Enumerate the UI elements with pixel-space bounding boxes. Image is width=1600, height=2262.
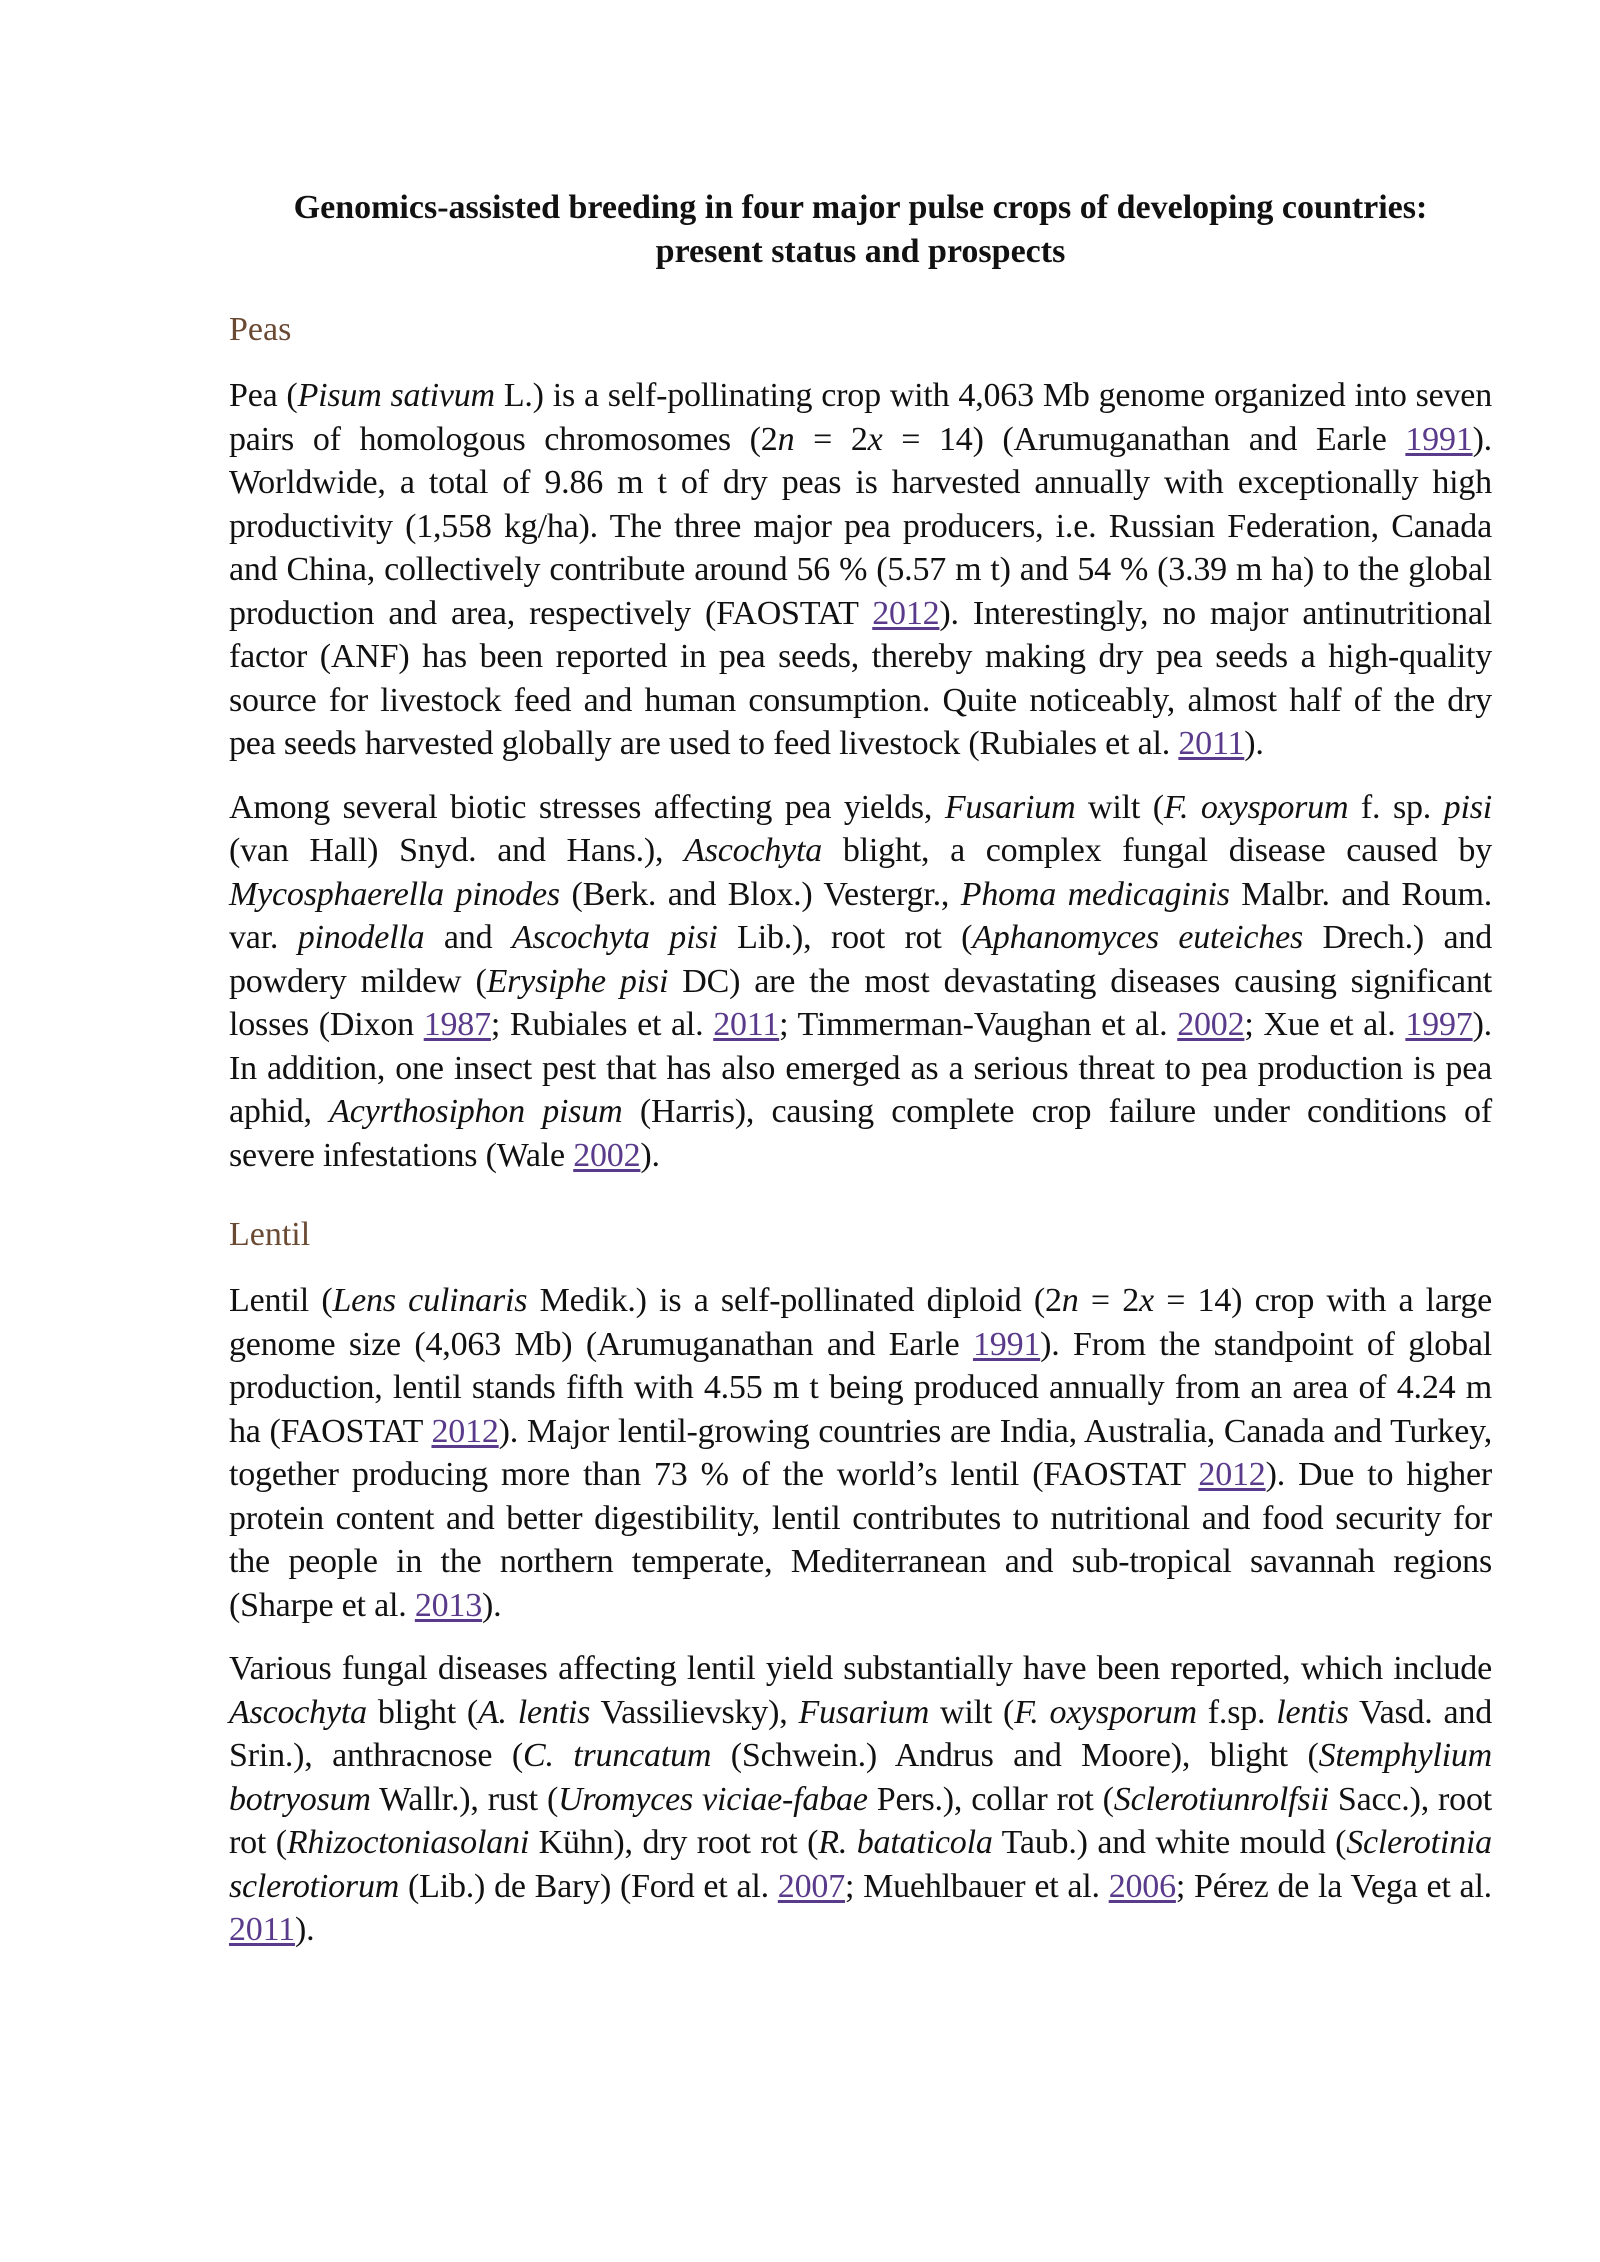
- text-run: ; Muehlbauer et al.: [845, 1867, 1109, 1905]
- italic-term: Aphanomyces euteiches: [972, 919, 1304, 956]
- italic-term: F. oxysporum: [1014, 1693, 1197, 1731]
- text-run: Taub.) and white mould (: [992, 1824, 1347, 1861]
- text-run: Lib.), root rot (: [717, 919, 973, 956]
- text-run: ). Worldwide, a total of 9.86 m t of dry peas is harvested annually with exceptionally high productivity (1,558 kg/ha). The three major pea producers, i.e. Russian Federation, Canada and China, collectively contribute around 56 % (5.57 m t) and 54 % (3.39 m ha) to the global production and area, respectively (FAOSTAT: [229, 420, 1492, 632]
- citation-link[interactable]: 2006: [1108, 1867, 1176, 1905]
- italic-term: Sclerotinia sclerotiorum: [229, 1824, 1492, 1905]
- text-run: f. sp.: [1348, 788, 1444, 826]
- text-run: ). In addition, one insect pest that has also emerged as a serious threat to pea production is pea aphid,: [229, 1006, 1492, 1130]
- citation-link[interactable]: 1991: [1405, 420, 1473, 458]
- citation-link[interactable]: 2011: [713, 1006, 780, 1043]
- text-run: ). Major lentil-growing countries are India, Australia, Canada and Turkey, together producing more than 73 % of the world’s lentil (FAOSTAT: [229, 1412, 1492, 1493]
- title-line-2: present status and prospects: [655, 233, 1066, 270]
- title-line-1: Genomics-assisted breeding in four major pulse crops of developing countries:: [293, 189, 1428, 226]
- italic-term: Erysiphe pisi: [486, 962, 669, 1000]
- italic-term: Stemphylium botryosum: [229, 1737, 1493, 1818]
- italic-term: n: [777, 420, 795, 458]
- citation-link[interactable]: 2002: [1177, 1006, 1245, 1043]
- section-heading-peas: Peas: [229, 311, 292, 348]
- section-peas: [229, 308, 1492, 1177]
- text-run: ). From the standpoint of global production, lentil stands fifth with 4.55 m t being produced annually from an area of 4.24 m ha (FAOSTAT: [229, 1325, 1493, 1450]
- citation-link[interactable]: 2012: [431, 1412, 499, 1450]
- text-run: DC) are the most devastating diseases causing significant losses (Dixon: [229, 962, 1492, 1043]
- text-run: Vasd. and Srin.), anthracnose (: [229, 1693, 1492, 1774]
- italic-term: Sclerotiunrolfsii: [1113, 1780, 1329, 1818]
- text-run: Sacc.), root rot (: [229, 1780, 1492, 1861]
- citation-link[interactable]: 2002: [573, 1136, 641, 1174]
- italic-term: Phoma medicaginis: [960, 875, 1230, 913]
- text-run: ).: [1244, 725, 1264, 762]
- text-run: and: [424, 919, 512, 956]
- italic-term: Ascochyta: [229, 1693, 367, 1731]
- text-run: = 14) crop with a large genome size (4,063 Mb) (Arumuganathan and Earle: [229, 1282, 1493, 1363]
- paragraph: [229, 786, 1492, 1178]
- text-run: Pers.), collar rot (: [867, 1780, 1114, 1818]
- text-run: ). Interestingly, no major antinutritional factor (ANF) has been reported in pea seeds, thereby making dry pea seeds a high-quality source for livestock feed and human consumption. Quite noticeably, almost half of the dry pea seeds harvested globally are used to feed livestock (Rubiales et al.: [229, 594, 1492, 762]
- text-run: Kühn), dry root rot (: [529, 1824, 819, 1861]
- text-run: (Schwein.) Andrus and Moore), blight (: [711, 1737, 1319, 1774]
- italic-term: n: [1061, 1282, 1079, 1319]
- text-run: = 2: [794, 420, 868, 458]
- italic-term: lentis: [1276, 1693, 1349, 1731]
- text-run: L.) is a self-pollinating crop with 4,063 Mb genome organized into seven pairs of homologous chromosomes (2: [229, 377, 1492, 458]
- text-run: ).: [482, 1586, 502, 1624]
- italic-term: Acyrthosiphon pisum: [329, 1093, 623, 1130]
- text-run: ; Timmerman-Vaughan et al.: [779, 1006, 1178, 1043]
- italic-term: Mycosphaerella pinodes: [229, 875, 560, 913]
- text-run: Medik.) is a self-pollinated diploid (2: [527, 1282, 1062, 1319]
- italic-term: Rhizoctoniasolani: [286, 1824, 530, 1861]
- text-run: Drech.) and powdery mildew (: [229, 919, 1493, 1000]
- italic-term: pisi: [1443, 788, 1492, 826]
- text-run: blight, a complex fungal disease caused by: [822, 832, 1492, 869]
- italic-term: C. truncatum: [522, 1737, 712, 1774]
- italic-term: x: [867, 420, 883, 458]
- italic-term: Ascochyta pisi: [511, 919, 718, 956]
- paragraph: [229, 1647, 1492, 1952]
- citation-link[interactable]: 1991: [972, 1325, 1041, 1363]
- italic-term: A. lentis: [477, 1693, 591, 1731]
- text-run: ).: [294, 1911, 315, 1948]
- text-run: = 14) (Arumuganathan and Earle: [882, 420, 1406, 458]
- text-run: Various fungal diseases affecting lentil yield substantially have been reported, which include: [229, 1650, 1492, 1687]
- citation-link[interactable]: 1997: [1405, 1006, 1473, 1043]
- italic-term: Ascochyta: [684, 832, 823, 869]
- citation-link[interactable]: 1987: [423, 1006, 491, 1043]
- text-run: Pea (: [229, 377, 298, 414]
- italic-term: pinodella: [297, 919, 425, 956]
- text-run: ; Pérez de la Vega et al.: [1175, 1867, 1492, 1905]
- text-run: wilt (: [1075, 788, 1164, 826]
- italic-term: R. bataticola: [818, 1824, 993, 1861]
- citation-link[interactable]: 2007: [777, 1867, 845, 1905]
- text-run: (Lib.) de Bary) (Ford et al.: [399, 1867, 778, 1905]
- citation-link[interactable]: 2012: [1198, 1456, 1266, 1493]
- italic-term: x: [1139, 1282, 1154, 1319]
- italic-term: Pisum sativum: [297, 377, 495, 414]
- text-run: blight (: [366, 1693, 478, 1731]
- citation-link[interactable]: 2011: [229, 1911, 295, 1948]
- text-run: ; Rubiales et al.: [490, 1006, 714, 1043]
- italic-term: Fusarium: [798, 1693, 930, 1731]
- text-run: (Berk. and Blox.) Vestergr.,: [559, 875, 961, 913]
- text-run: Malbr. and Roum. var.: [229, 875, 1493, 956]
- text-run: Wallr.), rust (: [370, 1780, 559, 1818]
- text-run: (Harris), causing complete crop failure under conditions of severe infestations (Wale: [229, 1093, 1492, 1174]
- italic-term: Uromyces viciae-fabae: [558, 1780, 868, 1818]
- section-lentil: [229, 1213, 1492, 1952]
- text-run: Vassilievsky),: [590, 1693, 799, 1731]
- italic-term: Fusarium: [944, 788, 1076, 826]
- document-title: [229, 178, 1492, 274]
- italic-term: F. oxysporum: [1163, 788, 1349, 826]
- text-run: = 2: [1078, 1282, 1140, 1319]
- section-heading-lentil: Lentil: [229, 1216, 311, 1253]
- citation-link[interactable]: 2013: [414, 1586, 483, 1624]
- text-run: ).: [640, 1136, 660, 1174]
- italic-term: Lens culinaris: [332, 1282, 528, 1319]
- text-run: f.sp.: [1196, 1693, 1277, 1731]
- text-run: Among several biotic stresses affecting pea yields,: [229, 788, 945, 826]
- citation-link[interactable]: 2011: [1178, 725, 1245, 762]
- paragraph: [229, 374, 1492, 766]
- text-run: ). Due to higher protein content and better digestibility, lentil contributes to nutritional and food security for the people in the northern temperate, Mediterranean and sub-tropical savannah regions (Sharpe et al.: [229, 1456, 1492, 1624]
- text-run: ; Xue et al.: [1244, 1006, 1406, 1043]
- citation-link[interactable]: 2012: [872, 594, 940, 632]
- text-run: Lentil (: [229, 1282, 333, 1319]
- text-run: (van Hall) Snyd. and Hans.),: [229, 832, 685, 869]
- text-run: wilt (: [929, 1693, 1015, 1731]
- paragraph: [229, 1279, 1492, 1627]
